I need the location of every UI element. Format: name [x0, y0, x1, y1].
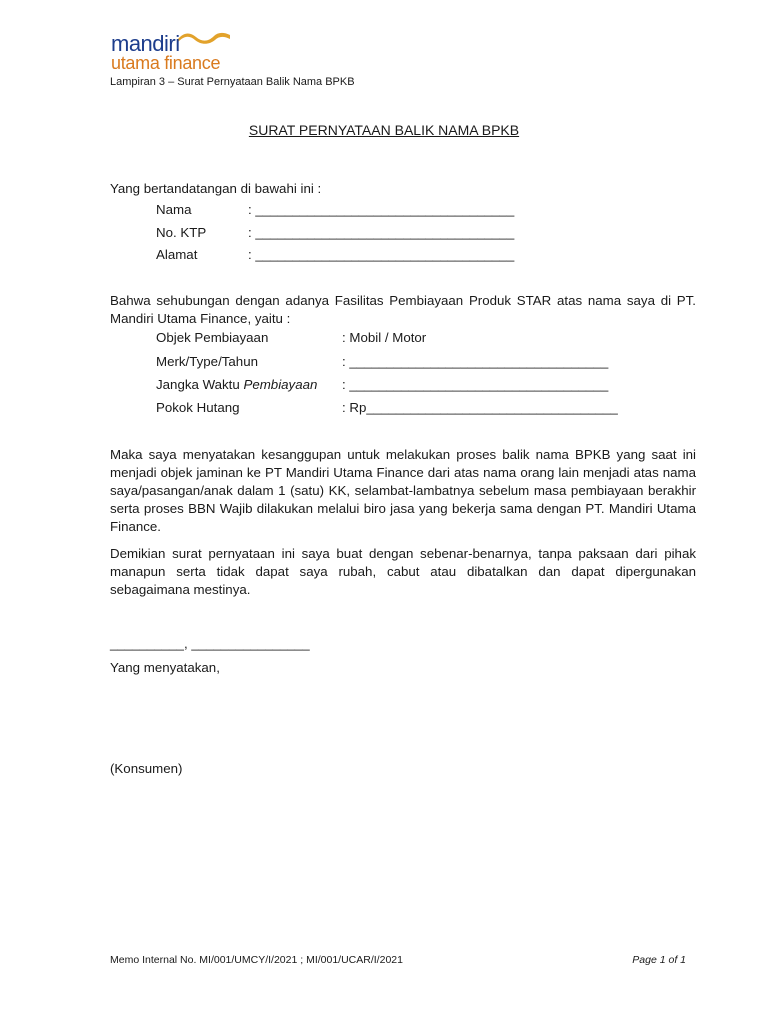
- term-label-italic: Pembiayaan: [243, 377, 318, 392]
- declaration-paragraph: Demikian surat pernyataan ini saya buat dengan sebenar-benarnya, tanpa paksaan dari pihak manapun serta tidak dapat saya rubah, cabut atau dibatalkan dan dapat dipergunakan sebagaimana mestinya.: [110, 546, 696, 597]
- financing-value-term: : ___________________________________: [342, 377, 609, 392]
- financing-value-object: : Mobil / Motor: [342, 330, 427, 345]
- financing-value-principal: : Rp__________________________________: [342, 400, 618, 415]
- company-logo: [108, 30, 248, 74]
- intro-text: Yang bertandatangan di bawahi ini :: [110, 181, 322, 196]
- identity-value-name: : ___________________________________: [248, 202, 515, 217]
- logo-line2: utama finance: [111, 53, 221, 73]
- place-date-line: __________, ________________: [110, 636, 310, 651]
- financing-label-object: Objek Pembiayaan: [156, 330, 269, 345]
- identity-label-address: Alamat: [156, 247, 198, 262]
- financing-label-principal: Pokok Hutang: [156, 400, 240, 415]
- identity-value-ktp: : ___________________________________: [248, 225, 515, 240]
- term-label-prefix: Jangka Waktu: [156, 377, 244, 392]
- signer-name: (Konsumen): [110, 761, 183, 776]
- financing-label-brand: Merk/Type/Tahun: [156, 354, 258, 369]
- footer-page: Page 1 of 1: [632, 954, 686, 966]
- identity-value-address: : ___________________________________: [248, 247, 515, 262]
- financing-label-term: [156, 376, 317, 394]
- document-title: SURAT PERNYATAAN BALIK NAMA BPKB: [248, 122, 520, 138]
- footer-memo: Memo Internal No. MI/001/UMCY/I/2021 ; MI/001/UCAR/I/2021: [110, 954, 403, 966]
- financing-value-brand: : ___________________________________: [342, 354, 609, 369]
- financing-intro: Bahwa sehubungan dengan adanya Fasilitas Pembiayaan Produk STAR atas nama saya di PT. Mandiri Utama Finance, yaitu :: [110, 293, 696, 326]
- signer-label: Yang menyatakan,: [110, 660, 220, 675]
- commitment-paragraph: Maka saya menyatakan kesanggupan untuk melakukan proses balik nama BPKB yang saat ini menjadi objek jaminan ke PT Mandiri Utama Finance dari atas nama orang lain menjadi atas nama saya/pasangan/anak dalam 1 (satu) KK, selambat-lambatnya sebelum masa pembiayaan berakhir serta proses BBN Wajib dilakukan melalui biro jasa yang bekerja sama dengan PT. Mandiri Utama Finance.: [110, 447, 696, 534]
- identity-label-name: Nama: [156, 202, 192, 217]
- logo-line1: mandiri: [111, 31, 180, 56]
- attachment-label: Lampiran 3 – Surat Pernyataan Balik Nama BPKB: [110, 76, 355, 88]
- logo-wave-icon: [176, 30, 232, 44]
- identity-label-ktp: No. KTP: [156, 225, 207, 240]
